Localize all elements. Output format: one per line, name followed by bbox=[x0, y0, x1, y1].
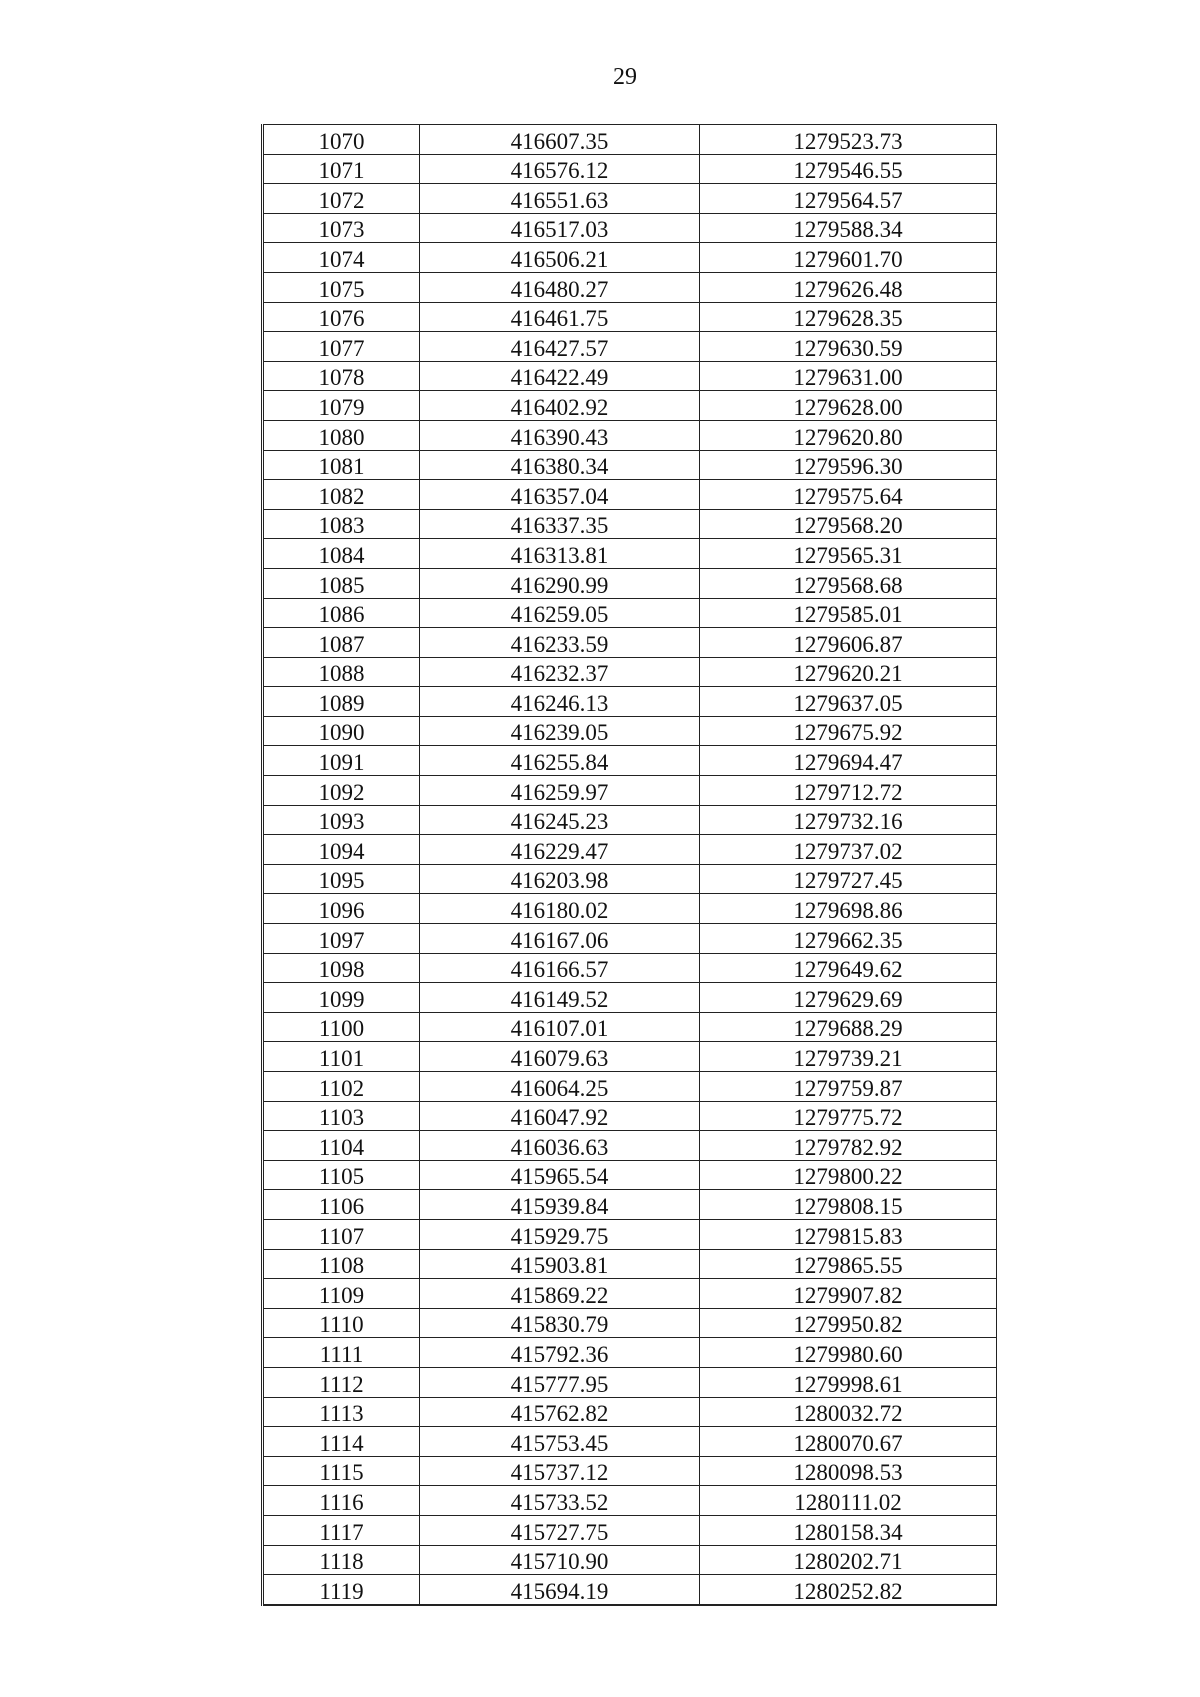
x-coordinate-cell: 416245.23 bbox=[420, 805, 700, 835]
x-coordinate-cell: 415753.45 bbox=[420, 1427, 700, 1457]
x-coordinate-cell: 416036.63 bbox=[420, 1131, 700, 1161]
y-coordinate-cell: 1279698.86 bbox=[700, 894, 997, 924]
table-row bbox=[263, 125, 997, 155]
x-coordinate-cell: 416233.59 bbox=[420, 628, 700, 658]
x-coordinate-cell: 415694.19 bbox=[420, 1575, 700, 1605]
x-coordinate-cell: 415727.75 bbox=[420, 1515, 700, 1545]
table-row bbox=[263, 598, 997, 628]
point-number-cell: 1100 bbox=[263, 1012, 420, 1042]
x-coordinate-cell: 416107.01 bbox=[420, 1012, 700, 1042]
table-row bbox=[263, 1545, 997, 1575]
point-number-cell: 1074 bbox=[263, 243, 420, 273]
x-coordinate-cell: 416255.84 bbox=[420, 746, 700, 776]
table-row bbox=[263, 628, 997, 658]
point-number-cell: 1071 bbox=[263, 154, 420, 184]
x-coordinate-cell: 416232.37 bbox=[420, 657, 700, 687]
table-row bbox=[263, 361, 997, 391]
y-coordinate-cell: 1279775.72 bbox=[700, 1101, 997, 1131]
point-number-cell: 1093 bbox=[263, 805, 420, 835]
point-number-cell: 1078 bbox=[263, 361, 420, 391]
y-coordinate-cell: 1279739.21 bbox=[700, 1042, 997, 1072]
y-coordinate-cell: 1279546.55 bbox=[700, 154, 997, 184]
y-coordinate-cell: 1279630.59 bbox=[700, 332, 997, 362]
x-coordinate-cell: 416402.92 bbox=[420, 391, 700, 421]
table-row bbox=[263, 213, 997, 243]
x-coordinate-cell: 416079.63 bbox=[420, 1042, 700, 1072]
table-row bbox=[263, 1249, 997, 1279]
y-coordinate-cell: 1279606.87 bbox=[700, 628, 997, 658]
y-coordinate-cell: 1279688.29 bbox=[700, 1012, 997, 1042]
point-number-cell: 1116 bbox=[263, 1486, 420, 1516]
point-number-cell: 1081 bbox=[263, 450, 420, 480]
point-number-cell: 1103 bbox=[263, 1101, 420, 1131]
table-row bbox=[263, 1160, 997, 1190]
point-number-cell: 1077 bbox=[263, 332, 420, 362]
y-coordinate-cell: 1279575.64 bbox=[700, 480, 997, 510]
x-coordinate-cell: 416357.04 bbox=[420, 480, 700, 510]
x-coordinate-cell: 415710.90 bbox=[420, 1545, 700, 1575]
point-number-cell: 1079 bbox=[263, 391, 420, 421]
x-coordinate-cell: 416380.34 bbox=[420, 450, 700, 480]
y-coordinate-cell: 1279808.15 bbox=[700, 1190, 997, 1220]
y-coordinate-cell: 1279637.05 bbox=[700, 687, 997, 717]
table-row bbox=[263, 657, 997, 687]
point-number-cell: 1098 bbox=[263, 953, 420, 983]
point-number-cell: 1101 bbox=[263, 1042, 420, 1072]
y-coordinate-cell: 1279782.92 bbox=[700, 1131, 997, 1161]
page-number: 29 bbox=[613, 64, 637, 90]
y-coordinate-cell: 1279950.82 bbox=[700, 1308, 997, 1338]
y-coordinate-cell: 1279568.68 bbox=[700, 568, 997, 598]
point-number-cell: 1119 bbox=[263, 1575, 420, 1605]
y-coordinate-cell: 1279727.45 bbox=[700, 864, 997, 894]
y-coordinate-cell: 1279596.30 bbox=[700, 450, 997, 480]
point-number-cell: 1110 bbox=[263, 1308, 420, 1338]
x-coordinate-cell: 416517.03 bbox=[420, 213, 700, 243]
y-coordinate-cell: 1279694.47 bbox=[700, 746, 997, 776]
table-row bbox=[263, 1042, 997, 1072]
table-row bbox=[263, 1427, 997, 1457]
point-number-cell: 1112 bbox=[263, 1367, 420, 1397]
table-row bbox=[263, 1456, 997, 1486]
point-number-cell: 1107 bbox=[263, 1219, 420, 1249]
y-coordinate-cell: 1279759.87 bbox=[700, 1072, 997, 1102]
y-coordinate-cell: 1280098.53 bbox=[700, 1456, 997, 1486]
y-coordinate-cell: 1279620.80 bbox=[700, 420, 997, 450]
point-number-cell: 1085 bbox=[263, 568, 420, 598]
point-number-cell: 1090 bbox=[263, 716, 420, 746]
y-coordinate-cell: 1279631.00 bbox=[700, 361, 997, 391]
table-row bbox=[263, 1131, 997, 1161]
x-coordinate-cell: 416313.81 bbox=[420, 539, 700, 569]
x-coordinate-cell: 416506.21 bbox=[420, 243, 700, 273]
x-coordinate-cell: 416576.12 bbox=[420, 154, 700, 184]
point-number-cell: 1105 bbox=[263, 1160, 420, 1190]
x-coordinate-cell: 416607.35 bbox=[420, 125, 700, 155]
y-coordinate-cell: 1279980.60 bbox=[700, 1338, 997, 1368]
x-coordinate-cell: 416064.25 bbox=[420, 1072, 700, 1102]
point-number-cell: 1095 bbox=[263, 864, 420, 894]
x-coordinate-cell: 416180.02 bbox=[420, 894, 700, 924]
y-coordinate-cell: 1279712.72 bbox=[700, 776, 997, 806]
x-coordinate-cell: 416047.92 bbox=[420, 1101, 700, 1131]
table-row bbox=[263, 302, 997, 332]
point-number-cell: 1115 bbox=[263, 1456, 420, 1486]
x-coordinate-cell: 416290.99 bbox=[420, 568, 700, 598]
y-coordinate-cell: 1280158.34 bbox=[700, 1515, 997, 1545]
table-row bbox=[263, 776, 997, 806]
x-coordinate-cell: 415869.22 bbox=[420, 1279, 700, 1309]
y-coordinate-cell: 1280252.82 bbox=[700, 1575, 997, 1605]
table-row bbox=[263, 864, 997, 894]
x-coordinate-cell: 415939.84 bbox=[420, 1190, 700, 1220]
y-coordinate-cell: 1279628.00 bbox=[700, 391, 997, 421]
y-coordinate-cell: 1279585.01 bbox=[700, 598, 997, 628]
point-number-cell: 1083 bbox=[263, 509, 420, 539]
point-number-cell: 1091 bbox=[263, 746, 420, 776]
x-coordinate-cell: 416259.05 bbox=[420, 598, 700, 628]
x-coordinate-cell: 415903.81 bbox=[420, 1249, 700, 1279]
table-row bbox=[263, 154, 997, 184]
y-coordinate-cell: 1279649.62 bbox=[700, 953, 997, 983]
table-row bbox=[263, 1338, 997, 1368]
table-row bbox=[263, 480, 997, 510]
coordinates-table bbox=[261, 124, 997, 1606]
table-row bbox=[263, 1279, 997, 1309]
x-coordinate-cell: 415737.12 bbox=[420, 1456, 700, 1486]
table-row bbox=[263, 1190, 997, 1220]
point-number-cell: 1072 bbox=[263, 184, 420, 214]
table-row bbox=[263, 1575, 997, 1605]
y-coordinate-cell: 1279629.69 bbox=[700, 983, 997, 1013]
table-body bbox=[263, 125, 997, 1605]
x-coordinate-cell: 415762.82 bbox=[420, 1397, 700, 1427]
point-number-cell: 1089 bbox=[263, 687, 420, 717]
x-coordinate-cell: 415733.52 bbox=[420, 1486, 700, 1516]
table-row bbox=[263, 835, 997, 865]
x-coordinate-cell: 415792.36 bbox=[420, 1338, 700, 1368]
table-row bbox=[263, 716, 997, 746]
x-coordinate-cell: 416480.27 bbox=[420, 272, 700, 302]
table-row bbox=[263, 1101, 997, 1131]
table-row bbox=[263, 1219, 997, 1249]
y-coordinate-cell: 1279998.61 bbox=[700, 1367, 997, 1397]
x-coordinate-cell: 416246.13 bbox=[420, 687, 700, 717]
table-row bbox=[263, 568, 997, 598]
point-number-cell: 1109 bbox=[263, 1279, 420, 1309]
point-number-cell: 1075 bbox=[263, 272, 420, 302]
point-number-cell: 1104 bbox=[263, 1131, 420, 1161]
table-row bbox=[263, 953, 997, 983]
table-row bbox=[263, 1072, 997, 1102]
x-coordinate-cell: 416390.43 bbox=[420, 420, 700, 450]
y-coordinate-cell: 1279675.92 bbox=[700, 716, 997, 746]
table-row bbox=[263, 924, 997, 954]
table-row bbox=[263, 450, 997, 480]
x-coordinate-cell: 415965.54 bbox=[420, 1160, 700, 1190]
x-coordinate-cell: 416229.47 bbox=[420, 835, 700, 865]
y-coordinate-cell: 1279620.21 bbox=[700, 657, 997, 687]
point-number-cell: 1092 bbox=[263, 776, 420, 806]
x-coordinate-cell: 416422.49 bbox=[420, 361, 700, 391]
point-number-cell: 1087 bbox=[263, 628, 420, 658]
table-row bbox=[263, 687, 997, 717]
y-coordinate-cell: 1279800.22 bbox=[700, 1160, 997, 1190]
y-coordinate-cell: 1280032.72 bbox=[700, 1397, 997, 1427]
point-number-cell: 1088 bbox=[263, 657, 420, 687]
y-coordinate-cell: 1279815.83 bbox=[700, 1219, 997, 1249]
point-number-cell: 1070 bbox=[263, 125, 420, 155]
table-row bbox=[263, 983, 997, 1013]
table-row bbox=[263, 894, 997, 924]
point-number-cell: 1082 bbox=[263, 480, 420, 510]
y-coordinate-cell: 1279588.34 bbox=[700, 213, 997, 243]
point-number-cell: 1097 bbox=[263, 924, 420, 954]
x-coordinate-cell: 416239.05 bbox=[420, 716, 700, 746]
x-coordinate-cell: 416337.35 bbox=[420, 509, 700, 539]
y-coordinate-cell: 1279523.73 bbox=[700, 125, 997, 155]
table-row bbox=[263, 746, 997, 776]
x-coordinate-cell: 415929.75 bbox=[420, 1219, 700, 1249]
x-coordinate-cell: 416461.75 bbox=[420, 302, 700, 332]
y-coordinate-cell: 1279732.16 bbox=[700, 805, 997, 835]
y-coordinate-cell: 1279865.55 bbox=[700, 1249, 997, 1279]
point-number-cell: 1096 bbox=[263, 894, 420, 924]
x-coordinate-cell: 416166.57 bbox=[420, 953, 700, 983]
table-row bbox=[263, 1367, 997, 1397]
table-row bbox=[263, 1515, 997, 1545]
table-row bbox=[263, 1308, 997, 1338]
table-row bbox=[263, 184, 997, 214]
table-row bbox=[263, 332, 997, 362]
point-number-cell: 1117 bbox=[263, 1515, 420, 1545]
point-number-cell: 1111 bbox=[263, 1338, 420, 1368]
y-coordinate-cell: 1279662.35 bbox=[700, 924, 997, 954]
x-coordinate-cell: 415830.79 bbox=[420, 1308, 700, 1338]
y-coordinate-cell: 1279564.57 bbox=[700, 184, 997, 214]
y-coordinate-cell: 1279601.70 bbox=[700, 243, 997, 273]
table-row bbox=[263, 539, 997, 569]
point-number-cell: 1099 bbox=[263, 983, 420, 1013]
table-row bbox=[263, 420, 997, 450]
x-coordinate-cell: 416167.06 bbox=[420, 924, 700, 954]
y-coordinate-cell: 1279628.35 bbox=[700, 302, 997, 332]
y-coordinate-cell: 1279568.20 bbox=[700, 509, 997, 539]
x-coordinate-cell: 415777.95 bbox=[420, 1367, 700, 1397]
y-coordinate-cell: 1279907.82 bbox=[700, 1279, 997, 1309]
x-coordinate-cell: 416427.57 bbox=[420, 332, 700, 362]
y-coordinate-cell: 1280202.71 bbox=[700, 1545, 997, 1575]
point-number-cell: 1113 bbox=[263, 1397, 420, 1427]
point-number-cell: 1118 bbox=[263, 1545, 420, 1575]
table-row bbox=[263, 391, 997, 421]
y-coordinate-cell: 1279565.31 bbox=[700, 539, 997, 569]
point-number-cell: 1106 bbox=[263, 1190, 420, 1220]
x-coordinate-cell: 416149.52 bbox=[420, 983, 700, 1013]
point-number-cell: 1094 bbox=[263, 835, 420, 865]
point-number-cell: 1114 bbox=[263, 1427, 420, 1457]
y-coordinate-cell: 1279737.02 bbox=[700, 835, 997, 865]
y-coordinate-cell: 1279626.48 bbox=[700, 272, 997, 302]
point-number-cell: 1080 bbox=[263, 420, 420, 450]
table-row bbox=[263, 272, 997, 302]
point-number-cell: 1076 bbox=[263, 302, 420, 332]
x-coordinate-cell: 416551.63 bbox=[420, 184, 700, 214]
point-number-cell: 1108 bbox=[263, 1249, 420, 1279]
y-coordinate-cell: 1280111.02 bbox=[700, 1486, 997, 1516]
point-number-cell: 1073 bbox=[263, 213, 420, 243]
table-row bbox=[263, 509, 997, 539]
point-number-cell: 1084 bbox=[263, 539, 420, 569]
x-coordinate-cell: 416203.98 bbox=[420, 864, 700, 894]
table-row bbox=[263, 1012, 997, 1042]
y-coordinate-cell: 1280070.67 bbox=[700, 1427, 997, 1457]
table-row bbox=[263, 1486, 997, 1516]
table-row bbox=[263, 805, 997, 835]
x-coordinate-cell: 416259.97 bbox=[420, 776, 700, 806]
point-number-cell: 1102 bbox=[263, 1072, 420, 1102]
table-row bbox=[263, 243, 997, 273]
table-row bbox=[263, 1397, 997, 1427]
point-number-cell: 1086 bbox=[263, 598, 420, 628]
